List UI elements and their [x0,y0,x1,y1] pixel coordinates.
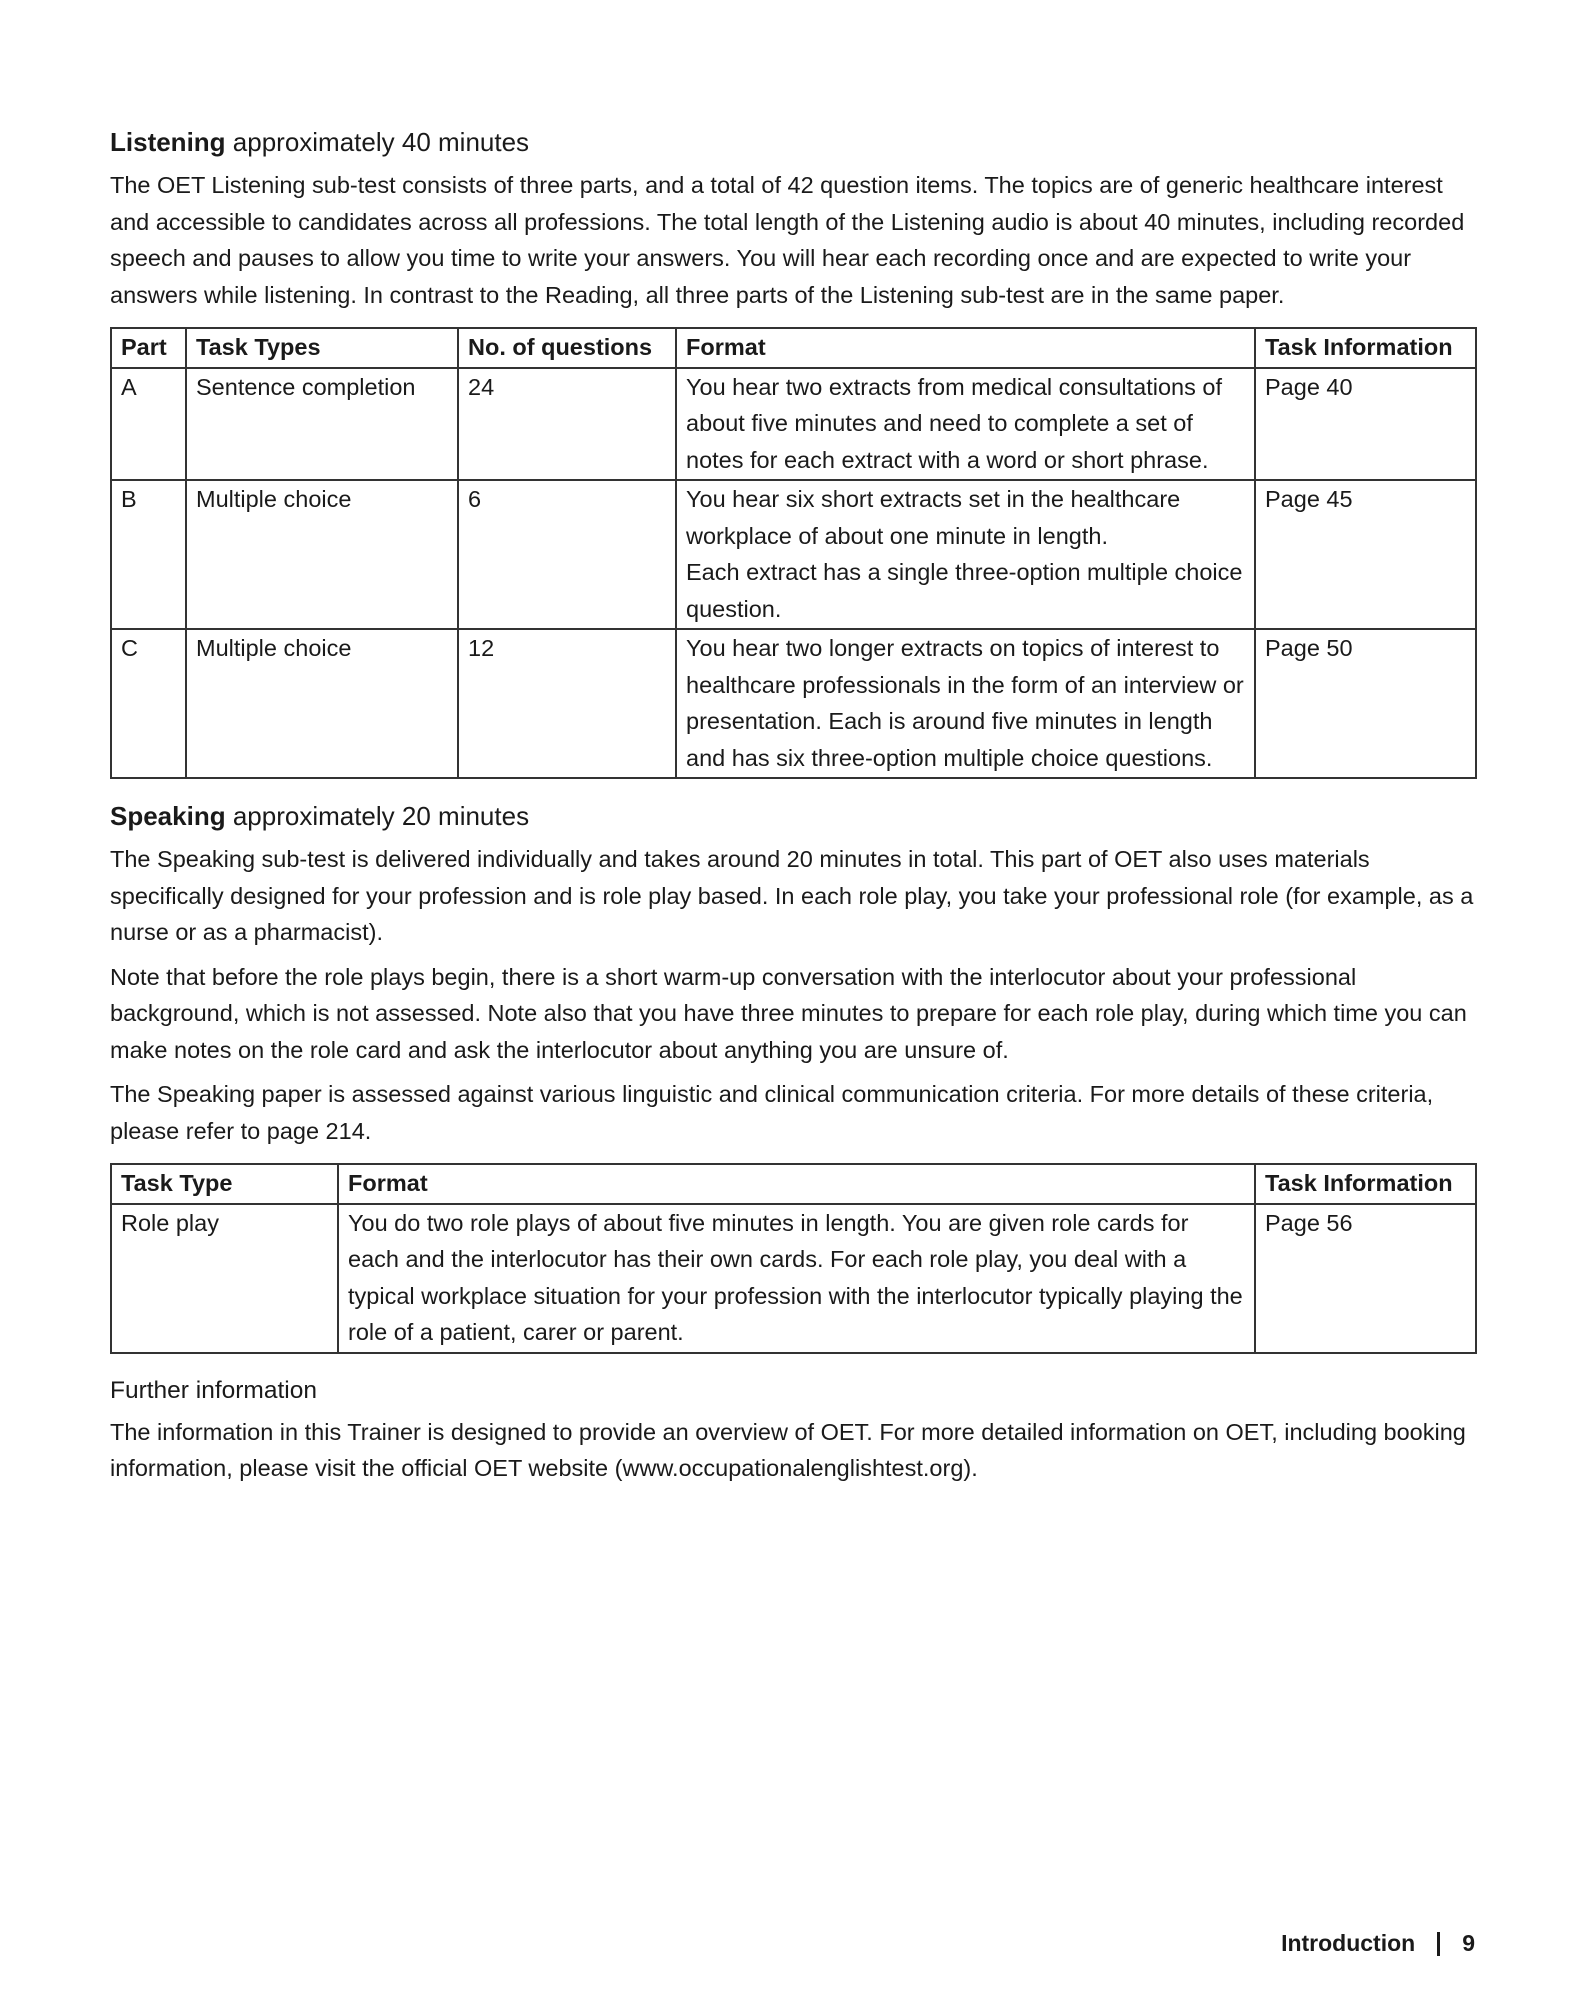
cell-task-type: Sentence completion [186,368,458,481]
listening-table-header-row [111,328,1476,368]
listening-paragraph: The OET Listening sub-test consists of three parts, and a total of 42 question items. The topics are of generic healthcare interest and accessible to candidates across all professions. The total length of the Listening audio is about 40 minutes, including recorded speech and pauses to allow you time to write your answers. You will hear each recording once and are expected to write your answers while listening. In contrast to the Reading, all three parts of the Listening sub-test are in the same paper. [110,172,1465,308]
table-row [111,368,1476,481]
listening-table [110,327,1477,779]
cell-info: Page 50 [1255,629,1476,778]
table-row [111,629,1476,778]
table-row [111,1204,1476,1353]
page-footer [1281,1930,1475,1957]
cell-info: Page 56 [1255,1204,1476,1353]
cell-questions: 12 [458,629,676,778]
speaking-paragraph-2: Note that before the role plays begin, there is a short warm-up conversation with the interlocutor about your professional background, which is not assessed. Note also that you have three minutes to prepare for each role play, during which time you can make notes on the role card and ask the interlocutor about anything you are unsure of. [110,963,1467,1063]
speaking-heading-duration: approximately 20 minutes [225,801,530,831]
cell-part: A [111,368,186,481]
speaking-table [110,1163,1477,1354]
cell-info: Page 45 [1255,480,1476,629]
footer-separator [1437,1932,1440,1956]
header-task-types: Task Types [186,328,458,368]
header-format: Format [338,1164,1255,1204]
header-num-questions: No. of questions [458,328,676,368]
speaking-paragraph-3: The Speaking paper is assessed against various linguistic and clinical communication criteria. For more details of these criteria, please refer to page 214. [110,1081,1434,1144]
cell-format-line-2: Each extract has a single three-option multiple choice question. [686,559,1243,622]
page-number: 9 [1462,1930,1475,1956]
header-format: Format [676,328,1255,368]
page-content [110,125,1475,1495]
cell-task-type: Role play [111,1204,338,1353]
cell-part: B [111,480,186,629]
cell-questions: 6 [458,480,676,629]
speaking-paragraph-1: The Speaking sub-test is delivered individually and takes around 20 minutes in total. This part of OET also uses materials specifically designed for your profession and is role play based. In each role play, you take your professional role (for example, as a nurse or as a pharmacist). [110,846,1474,945]
cell-format: You hear two longer extracts on topics of interest to healthcare professionals in the form of an interview or presentation. Each is around five minutes in length and has six three-option multiple choice questions. [676,629,1255,778]
speaking-table-header-row [111,1164,1476,1204]
cell-part: C [111,629,186,778]
listening-heading-bold: Listening [110,127,226,157]
footer-section-title: Introduction [1281,1930,1416,1956]
listening-heading-duration: approximately 40 minutes [225,127,530,157]
table-row [111,480,1476,629]
cell-task-type: Multiple choice [186,629,458,778]
cell-format-line-1: You hear six short extracts set in the healthcare workplace of about one minute in length. [686,486,1181,549]
speaking-heading [110,799,1475,833]
cell-format: You do two role plays of about five minutes in length. You are given role cards for each and the interlocutor has their own cards. For each role play, you deal with a typical workplace situation for your profession with the interlocutor typically playing the role of a patient, carer or parent. [338,1204,1255,1353]
cell-format [676,480,1255,629]
speaking-heading-bold: Speaking [110,801,226,831]
cell-questions: 24 [458,368,676,481]
header-task-information: Task Information [1255,1164,1476,1204]
further-information-heading: Further information [110,1376,317,1404]
header-task-type: Task Type [111,1164,338,1204]
header-part: Part [111,328,186,368]
cell-task-type: Multiple choice [186,480,458,629]
further-information-paragraph: The information in this Trainer is designed to provide an overview of OET. For more detailed information on OET, including booking information, please visit the official OET website (www.occupationalenglishtest.org). [110,1418,1466,1481]
header-task-information: Task Information [1255,328,1476,368]
cell-format: You hear two extracts from medical consultations of about five minutes and need to complete a set of notes for each extract with a word or short phrase. [676,368,1255,481]
cell-info: Page 40 [1255,368,1476,481]
listening-heading [110,125,1475,159]
